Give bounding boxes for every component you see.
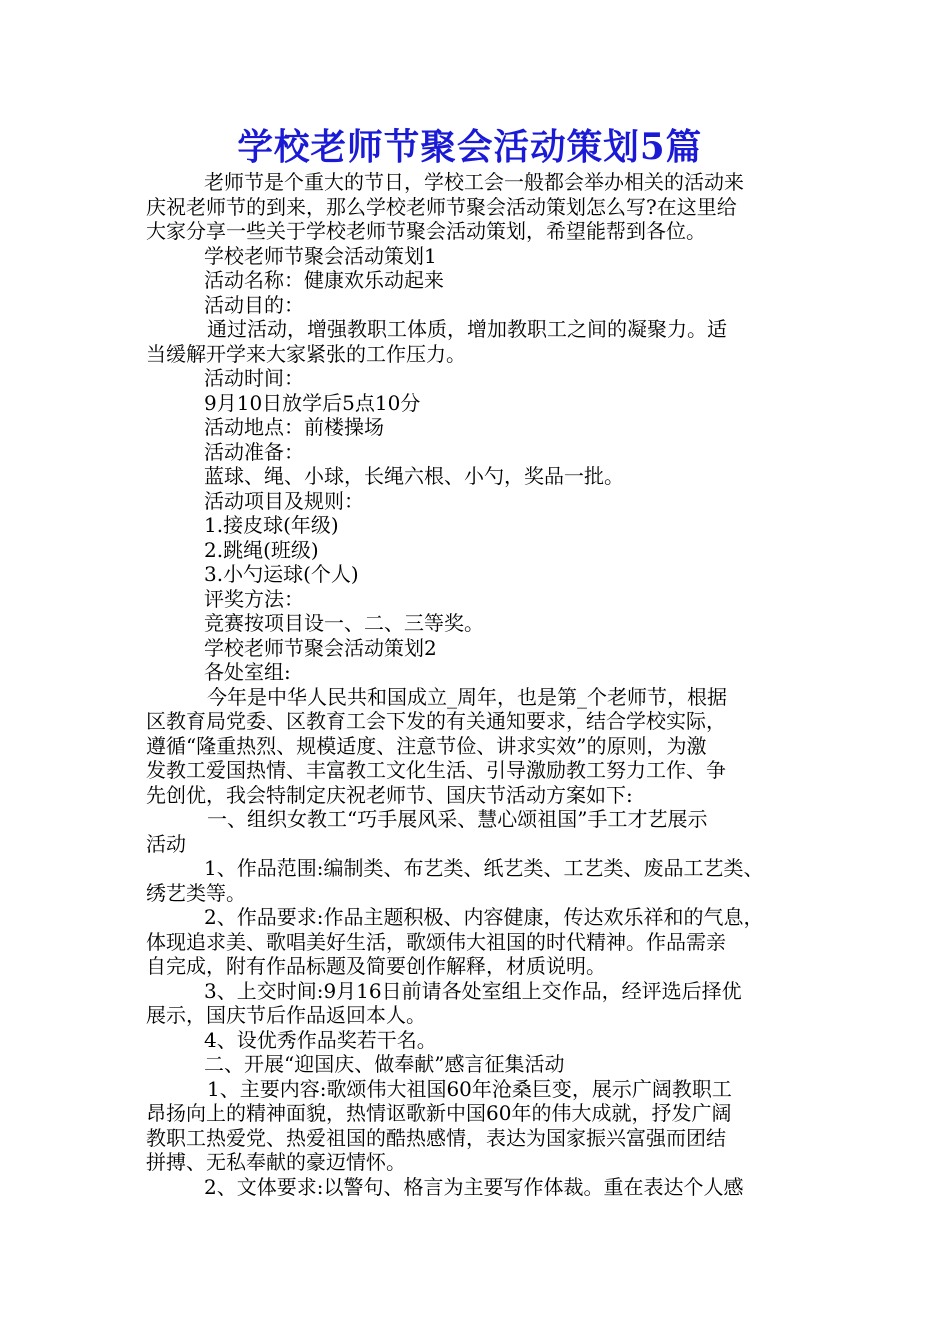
body-line: 3.小勺运球(个人) [204,562,359,586]
body-line: 活动名称：健康欢乐动起来 [204,268,444,292]
body-line: 3、上交时间:9月16日前请各处室组上交作品，经评选后择优 [204,978,742,1003]
body-line: 2、作品要求:作品主题积极、内容健康，传达欢乐祥和的气息， [204,905,764,929]
body-line: 大家分享一些关于学校老师节聚会活动策划，希望能帮到各位。 [146,219,706,243]
body-line: 活动项目及规则： [204,488,364,513]
body-line: 二、开展“迎国庆、做奉献”感言征集活动 [204,1052,565,1076]
document-title: 学校老师节聚会活动策划5篇 [237,126,703,168]
body-line: 绣艺类等。 [146,880,246,905]
body-line: 遵循“隆重热烈、规模适度、注意节俭、讲求实效”的原则，为激 [146,733,707,758]
body-line: 1.接皮球(年级) [204,513,339,537]
body-line: 评奖方法： [204,586,304,611]
body-line: 展示，国庆节后作品返回本人。 [146,1003,426,1027]
body-line: 一、组织女教工“巧手展风采、慧心颂祖国”手工才艺展示 [207,807,708,831]
body-line: 1、主要内容:歌颂伟大祖国60年沧桑巨变，展示广阔教职工 [207,1076,732,1101]
body-line: 竞赛按项目设一、二、三等奖。 [204,611,484,635]
body-line: 当缓解开学来大家紧张的工作压力。 [146,341,466,366]
body-line: 2.跳绳(班级) [204,537,319,562]
body-line: 学校老师节聚会活动策划1 [204,243,437,268]
body-line: 先创优，我会特制定庆祝老师节、国庆节活动方案如下: [146,782,633,807]
body-line: 学校老师节聚会活动策划2 [204,635,437,660]
body-line: 活动地点：前楼操场 [204,415,384,439]
body-line: 通过活动，增强教职工体质，增加教职工之间的凝聚力。适 [207,317,727,341]
body-line: 昂扬向上的精神面貌，热情讴歌新中国60年的伟大成就，抒发广阔 [146,1101,732,1125]
body-line: 发教工爱国热情、丰富教工文化生活、引导激励教工努力工作、争 [146,758,726,782]
body-line: 4、设优秀作品奖若干名。 [204,1027,437,1052]
body-line: 庆祝老师节的到来，那么学校老师节聚会活动策划怎么写?在这里给 [146,194,737,219]
body-line: 体现追求美、歌唱美好生活，歌颂伟大祖国的时代精神。作品需亲 [146,929,726,954]
body-line: 今年是中华人民共和国成立_周年，也是第_个老师节，根据 [207,684,727,709]
body-line: 蓝球、绳、小球，长绳六根、小勺，奖品一批。 [204,464,624,488]
body-line: 教职工热爱党、热爱祖国的酷热感情，表达为国家振兴富强而团结 [146,1125,726,1150]
body-line: 活动准备： [204,439,304,464]
body-line: 区教育局党委、区教育工会下发的有关通知要求，结合学校实际， [146,709,726,733]
body-line: 自完成，附有作品标题及简要创作解释，材质说明。 [146,954,606,978]
document-body [146,170,822,1199]
body-line: 活动 [146,831,186,856]
body-line: 9月10日放学后5点10分 [204,390,421,415]
body-line: 拼搏、无私奉献的豪迈情怀。 [146,1150,406,1174]
body-line: 老师节是个重大的节日，学校工会一般都会举办相关的活动来 [204,170,744,194]
body-line: 1、作品范围:编制类、布艺类、纸艺类、工艺类、废品工艺类、 [204,856,764,880]
body-line: 活动时间： [204,366,304,390]
body-line: 各处室组: [204,660,291,684]
body-line: 2、文体要求:以警句、格言为主要写作体裁。重在表达个人感 [204,1174,744,1199]
body-line: 活动目的： [204,292,304,317]
